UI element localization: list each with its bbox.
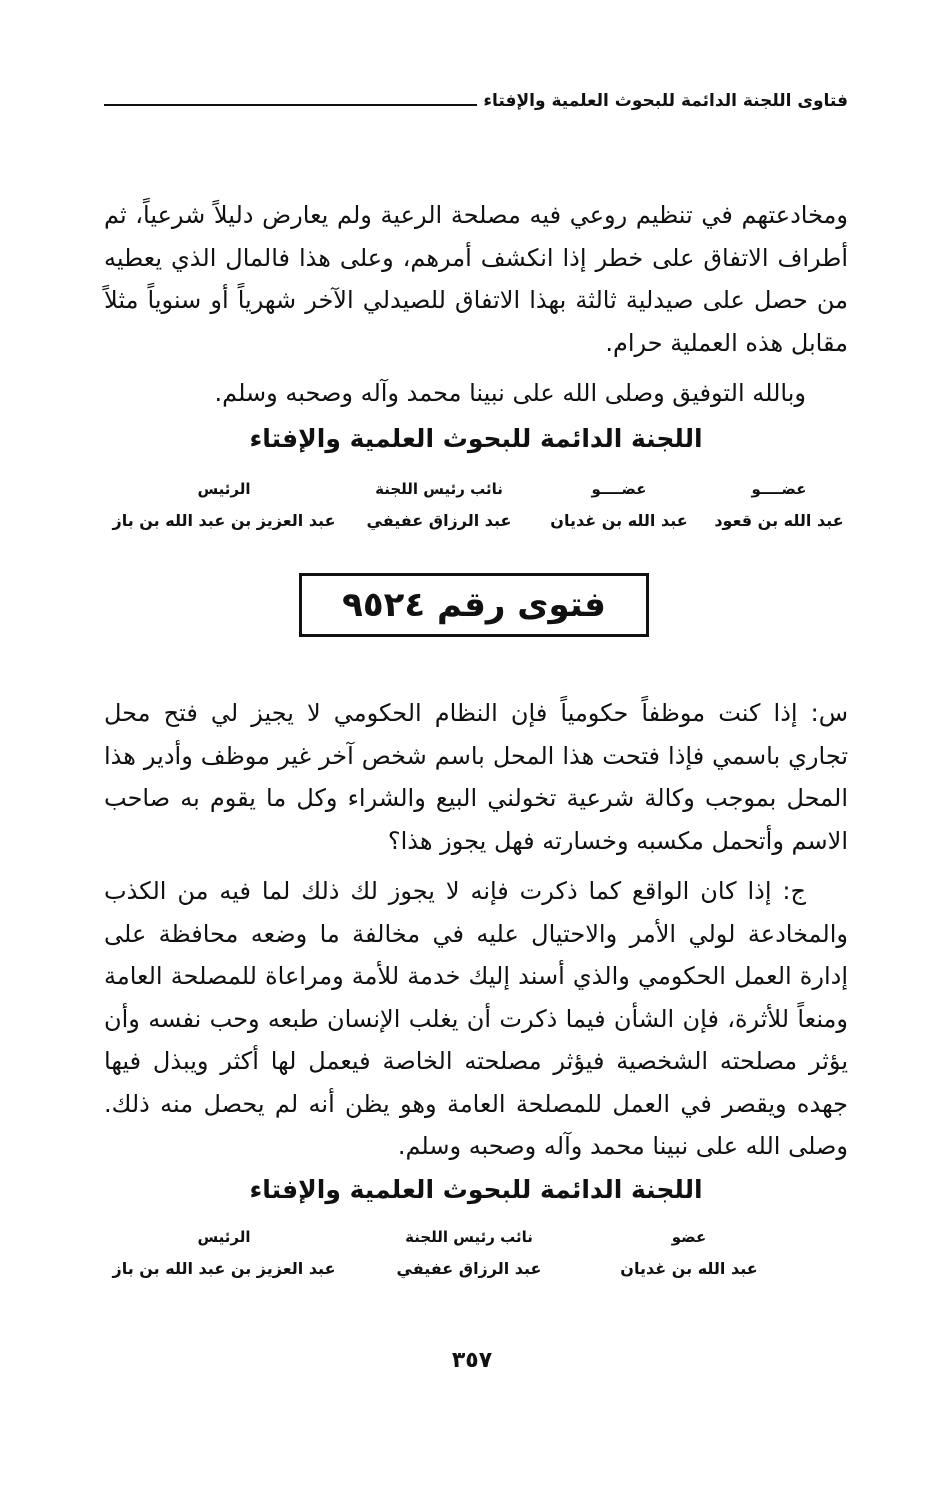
running-header	[104, 86, 848, 116]
signatory-role: نائب رئيس اللجنة	[375, 480, 503, 498]
signatory	[534, 478, 704, 534]
signatory-name: عبد الله بن قعود	[714, 511, 844, 530]
signatories-block	[104, 478, 854, 534]
committee-name: اللجنة الدائمة للبحوث العلمية والإفتاء	[249, 424, 703, 453]
fatwa-title: فتوى رقم ٩٥٢٤	[342, 585, 606, 625]
signatory-name: عبد الله بن غديان	[620, 1259, 758, 1278]
signatory-name: عبد الله بن غديان	[550, 511, 688, 530]
signatory	[354, 1226, 584, 1282]
signatory-name: عبد العزيز بن عبد الله بن باز	[112, 1259, 336, 1278]
running-header-rule	[104, 104, 477, 106]
running-header-title: فتاوى اللجنة الدائمة للبحوث العلمية والإفتاء	[483, 91, 848, 111]
committee-name: اللجنة الدائمة للبحوث العلمية والإفتاء	[249, 1175, 703, 1204]
signatory-name: عبد الرزاق عفيفي	[366, 511, 512, 530]
closing-prayer: وبالله التوفيق وصلى الله على نبينا محمد وآله وصحبه وسلم.	[214, 379, 806, 407]
signatory-role: نائب رئيس اللجنة	[405, 1228, 533, 1246]
signatory-role: عضو	[671, 1228, 707, 1246]
fatwa-question: س: إذا كنت موظفاً حكومياً فإن النظام الحكومي لا يجيز لي فتح محل تجاري باسمي فإذا فتحت هذا المحل باسم شخص آخر غير موظف وأدير هذا المحل بموجب وكالة شرعية تخولني البيع والشراء وكل ما يقوم به صاحب الاسم وأتحمل مكسبه وخسارته فهل يجوز هذا؟	[104, 699, 848, 855]
signatory	[584, 1226, 794, 1282]
signatory	[704, 478, 854, 534]
signatory	[94, 1226, 354, 1282]
fatwa-answer: ج: إذا كان الواقع كما ذكرت فإنه لا يجوز لك ذلك لما فيه من الكذب والمخادعة لولي الأمر والاحتيال عليه في مخالفة ما وضعه محافظة على إدارة العمل الحكومي والذي أسند إليك خدمة للأمة ومراعاة للمصلحة العامة ومنعاً للأثرة، فإن الشأن فيما ذكرت أن يغلب الإنسان طبعه وحب نفسه وأن يؤثر مصلحته الشخصية فيؤثر مصلحته الخاصة فيعمل لها أكثر ويبذل فيها جهده ويقصر في العمل للمصلحة العامة وهو يظن أنه لم يحصل منه ذلك. وصلى الله على نبينا محمد وآله وصحبه وسلم.	[104, 877, 848, 1160]
continuation-paragraph: ومخادعتهم في تنظيم روعي فيه مصلحة الرعية ولم يعارض دليلاً شرعياً، ثم أطراف الاتفاق على خطر إذا انكشف أمرهم، وعلى هذا فالمال الذي يعطيه من حصل على صيدلية ثالثة بهذا الاتفاق للصيدلي الآخر شهرياً أو سنوياً مثلاً مقابل هذه العملية حرام.	[104, 201, 848, 357]
signatories-block	[94, 1226, 794, 1282]
signatory	[344, 478, 534, 534]
signatory-role: عضــــو	[591, 480, 647, 498]
page-number: ٣٥٧	[451, 1348, 493, 1373]
signatory-name: عبد العزيز بن عبد الله بن باز	[112, 511, 336, 530]
signatory	[104, 478, 344, 534]
signatory-role: الرئيس	[197, 480, 251, 498]
signatory-role: الرئيس	[197, 1228, 251, 1246]
signatory-name: عبد الرزاق عفيفي	[396, 1259, 542, 1278]
signatory-role: عضــــو	[751, 480, 807, 498]
fatwa-title-box	[299, 573, 649, 637]
